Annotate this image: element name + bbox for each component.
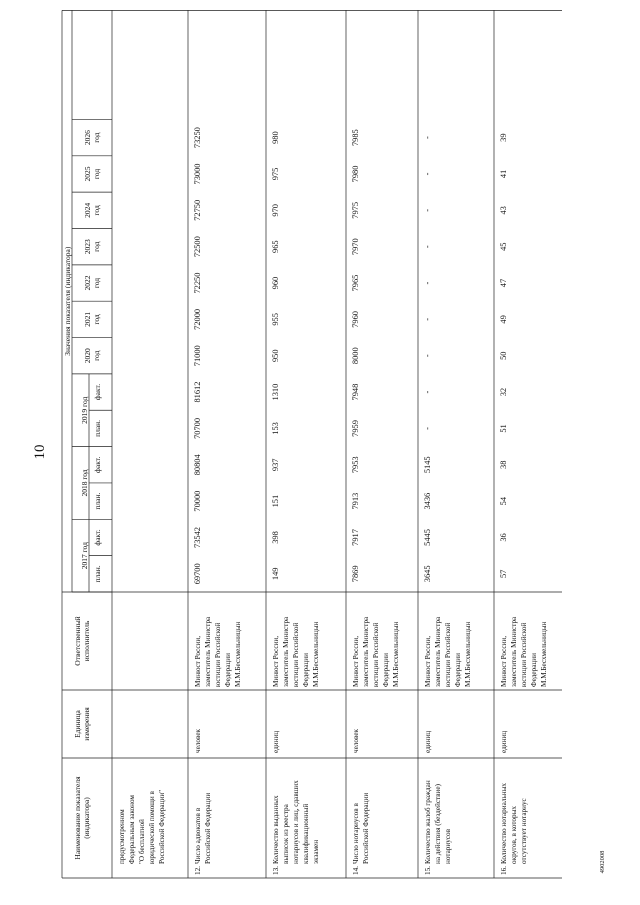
row-name-line: нотариусов и лиц, сдавших [292,780,300,864]
row-responsible-line: Минюст России, [272,635,280,687]
row-value: 3645 [423,565,432,583]
header-responsible-col: Ответственный [73,616,82,666]
row-unit: человек [194,728,202,753]
row-number: 15. [424,866,432,875]
row-value: 43 [499,206,508,215]
row-responsible-line: Федерации [302,653,310,687]
row-responsible-line: М.М.Бесхмельницын [540,621,548,687]
header-year: 2022 [83,275,92,291]
header-plan-fact: факт. [93,383,102,401]
header-year-word: год [92,314,101,325]
continuation-name-line: Федеральным законом [128,795,136,864]
row-value: 5145 [423,456,432,474]
row-value: 151 [271,494,280,508]
row-value: - [423,427,432,430]
header-plan-fact: план. [93,565,102,583]
row-responsible-line: Федерации [454,653,462,687]
row-name-line: отсутствует нотариус [520,798,528,864]
row-name-line: округов, в которых [510,805,518,864]
row-number: 14. [352,866,360,875]
row-unit: единиц [272,730,280,753]
row-value: 7965 [351,274,360,292]
header-plan-fact: факт. [93,456,102,473]
row-value: 1310 [271,383,280,401]
row-name-line: Количество нотариальных [500,782,508,864]
row-value: 960 [271,276,280,290]
row-value: 937 [271,458,280,472]
row-value: 955 [271,313,280,326]
row-responsible-line: М.М.Бесхмельницын [392,621,400,687]
header-year: 2023 [83,239,92,255]
header-year: 2017 год [80,542,89,570]
row-responsible-line: заместитель Министра [362,616,370,687]
row-value: 7980 [351,165,360,183]
header-year: 2024 [83,202,92,218]
row-value: 3436 [423,492,432,510]
row-name-line: Российской Федерации [204,792,212,864]
row-value: 7948 [351,383,360,401]
row-responsible-line: Минюст России, [194,635,202,687]
row-value: 7970 [351,238,360,256]
row-value: 72250 [193,272,202,294]
row-value: 36 [499,533,508,542]
row-value: - [423,354,432,358]
row-value: 69700 [193,563,202,585]
row-value: 72000 [193,308,202,330]
row-responsible-line: юстиции Российской [214,622,222,687]
row-name-line: Количество выданных [272,795,280,864]
row-responsible-line: Минюст России, [352,635,360,687]
row-value: 70000 [193,490,202,512]
row-value: - [423,281,432,285]
row-name-line: Количество жалоб граждан [424,780,432,864]
row-value: 7917 [351,529,360,546]
row-value: - [423,245,432,249]
header-year: 2021 [83,311,92,327]
row-value: - [423,208,432,212]
row-responsible-line: Федерации [530,653,538,687]
row-value: 73542 [193,527,202,548]
row-value: 72500 [193,236,202,258]
row-value: 73000 [193,163,202,185]
row-name-line: выписок из реестра [282,804,290,864]
continuation-name-line: Российской Федерации" [158,789,166,864]
header-year-word: год [92,277,101,289]
row-value: 7959 [351,420,360,437]
row-responsible-line: юстиции Российской [292,622,300,687]
row-name-line: на действия (бездействие) [434,784,442,864]
row-number: 16. [500,866,508,875]
header-plan-fact: факт. [93,529,102,546]
row-number: 13. [272,866,280,875]
row-responsible-line: заместитель Министра [510,616,518,687]
row-responsible-line: юстиции Российской [444,622,452,687]
row-responsible-line: Федерации [224,653,232,687]
header-responsible-col: исполнитель [82,620,91,662]
header-year: 2026 [83,130,92,146]
row-value: 47 [499,278,508,288]
row-value: 7869 [351,565,360,583]
row-unit: человек [352,728,360,753]
header-year: 2025 [83,166,92,182]
header-plan-fact: план. [93,492,102,510]
row-name-line: экзамен [312,839,320,864]
row-responsible-line: Минюст России, [500,635,508,687]
row-value: 70700 [193,417,202,439]
row-value: 7960 [351,311,360,328]
row-name-line: квалификационный [302,803,310,864]
header-name-col: (индикатора) [82,797,91,839]
row-value: 80804 [193,454,202,476]
row-value: 50 [499,351,508,360]
row-value: 8000 [351,347,360,365]
header-year: 2019 год [80,396,89,424]
row-value: 7985 [351,129,360,146]
row-value: 45 [499,242,508,251]
continuation-name-line: предусмотренном [118,809,126,864]
header-year-word: год [92,168,101,180]
header-unit-col: Единица [73,710,82,738]
row-value: 980 [271,131,280,144]
row-value: 81612 [193,381,202,403]
row-value: 7953 [351,456,360,474]
row-value: 71000 [193,345,202,367]
row-name-line: Российской Федерации [362,792,370,864]
header-unit-col: измерения [82,707,91,741]
header-year-word: год [92,205,101,216]
row-value: 7913 [351,492,360,510]
header-values-title: Значения показателя (индикатора) [63,246,72,356]
header-plan-fact: план. [93,419,102,437]
row-value: - [423,390,432,394]
row-responsible-line: заместитель Министра [282,616,290,687]
row-value: 5445 [423,529,432,546]
header-year: 2018 год [80,469,89,497]
row-value: 32 [499,387,508,397]
continuation-name-line: "О бесплатной [138,819,146,864]
row-value: 72750 [193,199,202,221]
row-responsible-line: юстиции Российской [520,622,528,687]
indicator-table [62,10,562,878]
continuation-name-line: юридической помощи в [148,791,156,864]
row-value: 970 [271,204,280,217]
header-name-col: Наименование показателя [73,776,82,860]
row-name-line: Число адвокатов в [194,807,202,864]
row-name-line: нотариусов [444,829,452,864]
row-value: 73250 [193,127,202,149]
header-year-word: год [92,132,101,143]
row-responsible-line: Минюст России, [424,635,432,687]
header-year-word: год [92,241,101,252]
row-value: 39 [499,133,508,142]
row-value: - [423,136,432,140]
row-responsible-line: заместитель Министра [204,616,212,687]
row-value: 57 [499,569,508,579]
row-responsible-line: М.М.Бесхмельницын [234,621,242,687]
row-unit: единиц [424,730,432,753]
row-value: 149 [271,567,280,581]
row-value: 51 [499,424,508,433]
row-value: 49 [499,315,508,324]
row-value: 950 [271,349,280,363]
row-value: 965 [271,240,280,253]
row-value: 38 [499,460,508,469]
page-number: 10 [32,444,48,460]
row-value: - [423,317,432,321]
row-responsible-line: заместитель Министра [434,616,442,687]
header-year-word: год [92,350,101,361]
row-value: - [423,172,432,176]
row-value: 398 [271,531,280,544]
row-responsible-line: М.М.Бесхмельницын [464,621,472,687]
row-value: 54 [499,496,508,506]
row-unit: единиц [500,730,508,753]
row-value: 153 [271,422,280,435]
row-number: 12. [194,866,202,875]
row-value: 975 [271,167,280,181]
row-responsible-line: Федерации [382,653,390,687]
row-responsible-line: юстиции Российской [372,622,380,687]
document-code: 4902008 [599,850,606,874]
row-value: 7975 [351,201,360,219]
header-year: 2020 [83,348,92,364]
row-value: 41 [499,169,508,179]
row-responsible-line: М.М.Бесхмельницын [312,621,320,687]
row-name-line: Число нотариусов в [352,803,360,864]
